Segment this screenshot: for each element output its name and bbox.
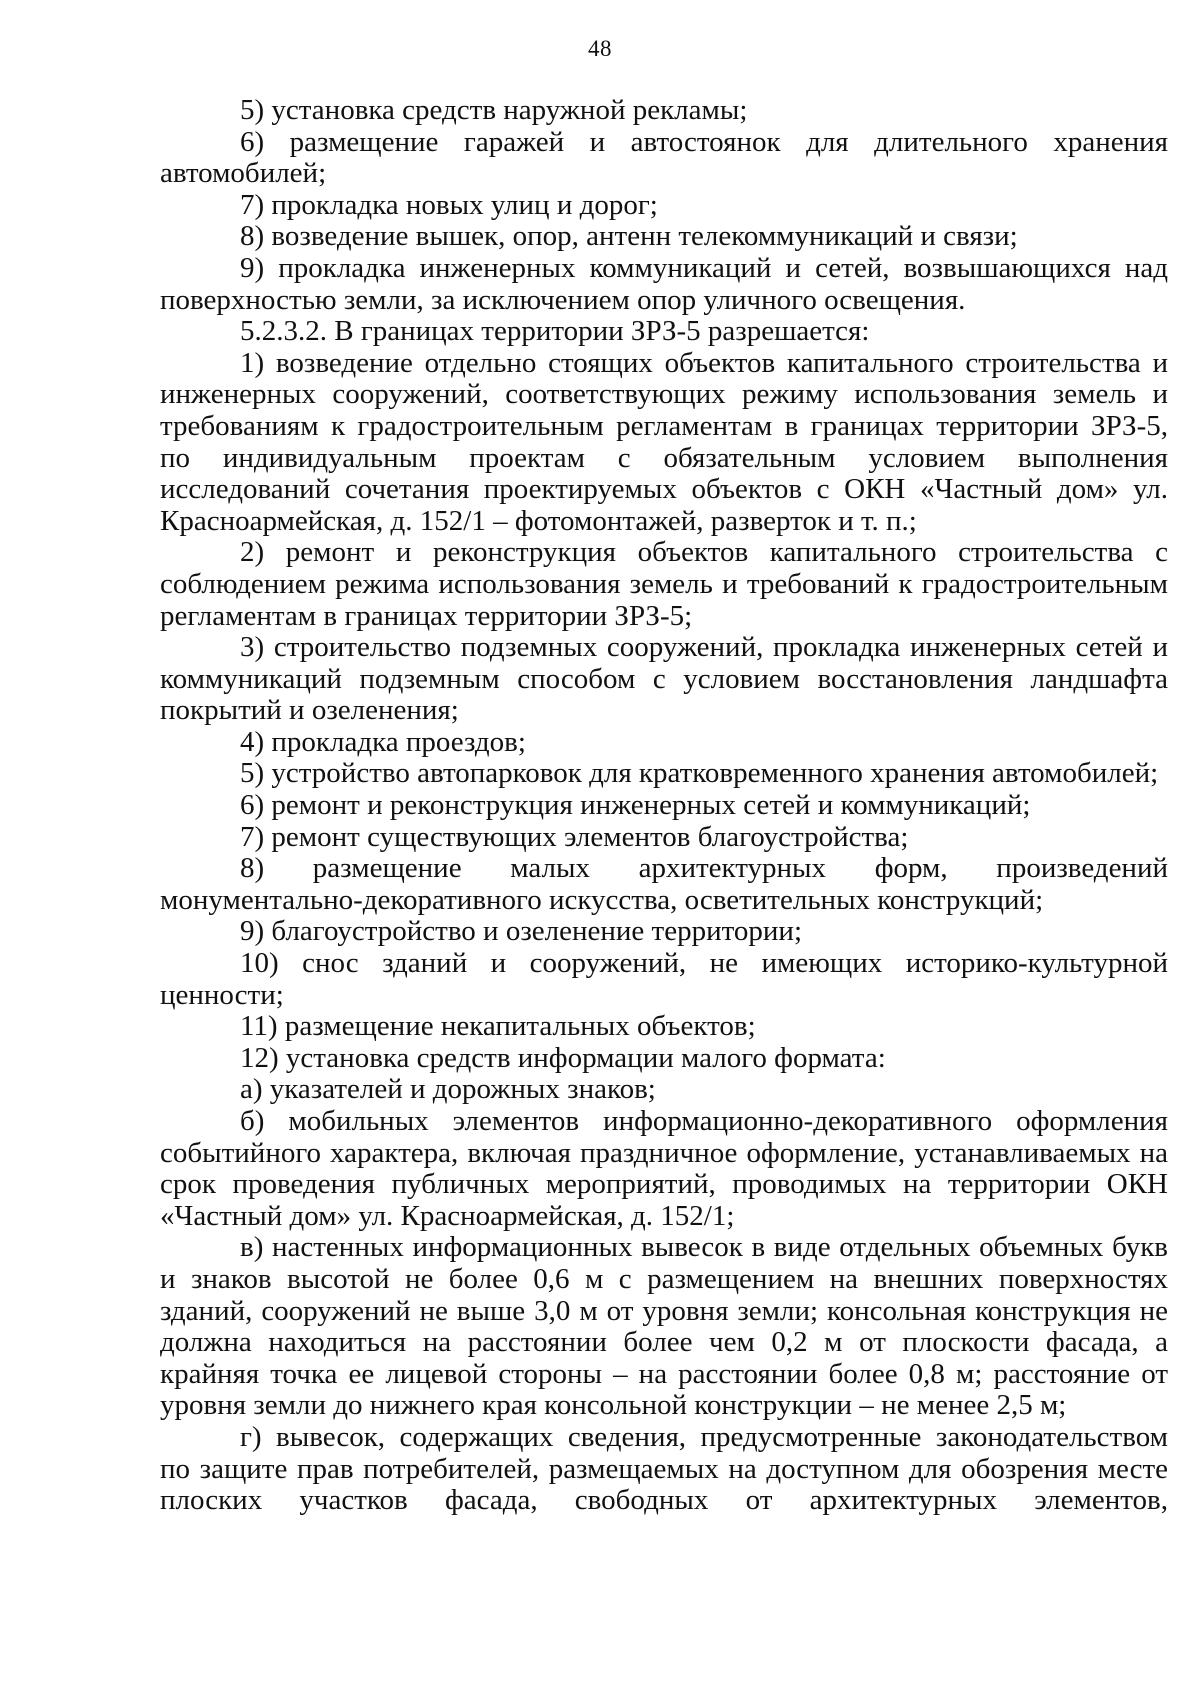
- list-item: 5) установка средств наружной рекламы;: [240, 94, 748, 126]
- document-body: [160, 95, 1168, 1517]
- page-number: 48: [588, 36, 612, 61]
- list-item: 1) возведение отдельно стоящих объектов капитального строительства и инженерных сооружений, соответствующих режиму использования земель и требованиям к градостроительным регламентам в границах территории ЗРЗ-5, по индивидуальным проектам с обязательным условием выполнения исследований сочетания проектируемых объектов с ОКН «Частный дом» ул. Красноармейская, д. 152/1 – фотомонтажей, разверток и т. п.;: [160, 346, 1168, 537]
- list-item: 9) прокладка инженерных коммуникаций и сетей, возвышающихся над поверхностью земли, за исключением опор уличного освещения.: [160, 251, 1168, 316]
- list-item: 4) прокладка проездов;: [240, 725, 526, 758]
- section-heading: 5.2.3.2. В границах территории ЗРЗ-5 разрешается:: [240, 315, 870, 348]
- sub-list-item: г) вывесок, содержащих сведения, предусмотренные законодательством по защите прав потребителей, размещаемых на доступном для обозрения месте плоских участков фасада, свободных от архитектурных элементов,: [160, 1420, 1168, 1517]
- sub-list-item: а) указателей и дорожных знаков;: [240, 1073, 656, 1106]
- sub-list-item: б) мобильных элементов информационно-декоративного оформления событийного характера, включая праздничное оформление, устанавливаемых на срок проведения публичных мероприятий, проводимых на территории ОКН «Частный дом» ул. Красноармейская, д. 152/1;: [160, 1105, 1168, 1232]
- list-item: 10) снос зданий и сооружений, не имеющих историко-культурной ценности;: [160, 947, 1168, 1011]
- list-item: 7) ремонт существующих элементов благоустройства;: [240, 820, 909, 853]
- sub-list-item: в) настенных информационных вывесок в виде отдельных объемных букв и знаков высотой не более 0,6 м с размещением на внешних поверхностях зданий, сооружений не выше 3,0 м от уровня земли; консольная конструкция не должна находиться на расстоянии более чем 0,2 м от плоскости фасада, а крайняя точка ее лицевой стороны – на расстоянии более 0,8 м; расстояние от уровня земли до нижнего края консольной конструкции – не менее 2,5 м;: [160, 1231, 1168, 1422]
- list-item: 8) возведение вышек, опор, антенн телекоммуникаций и связи;: [240, 220, 1018, 253]
- list-item: 2) ремонт и реконструкция объектов капитального строительства с соблюдением режима использования земель и требований к градостроительным регламентам в границах территории ЗРЗ-5;: [160, 536, 1168, 632]
- list-item: 8) размещение малых архитектурных форм, произведений монументально-декоративного искусства, осветительных конструкций;: [160, 852, 1168, 916]
- list-item: 12) установка средств информации малого формата:: [240, 1041, 886, 1074]
- list-item: 7) прокладка новых улиц и дорог;: [240, 188, 658, 221]
- list-item: 3) строительство подземных сооружений, прокладка инженерных сетей и коммуникаций подземным способом с условием восстановления ландшафта покрытий и озеленения;: [160, 631, 1168, 727]
- list-item: 6) ремонт и реконструкция инженерных сетей и коммуникаций;: [240, 789, 1031, 822]
- list-item: 6) размещение гаражей и автостоянок для длительного хранения автомобилей;: [160, 125, 1168, 190]
- list-item: 5) устройство автопарковок для кратковременного хранения автомобилей;: [240, 757, 1159, 790]
- list-item: 9) благоустройство и озеленение территории;: [240, 915, 803, 948]
- list-item: 11) размещение некапитальных объектов;: [240, 1010, 756, 1043]
